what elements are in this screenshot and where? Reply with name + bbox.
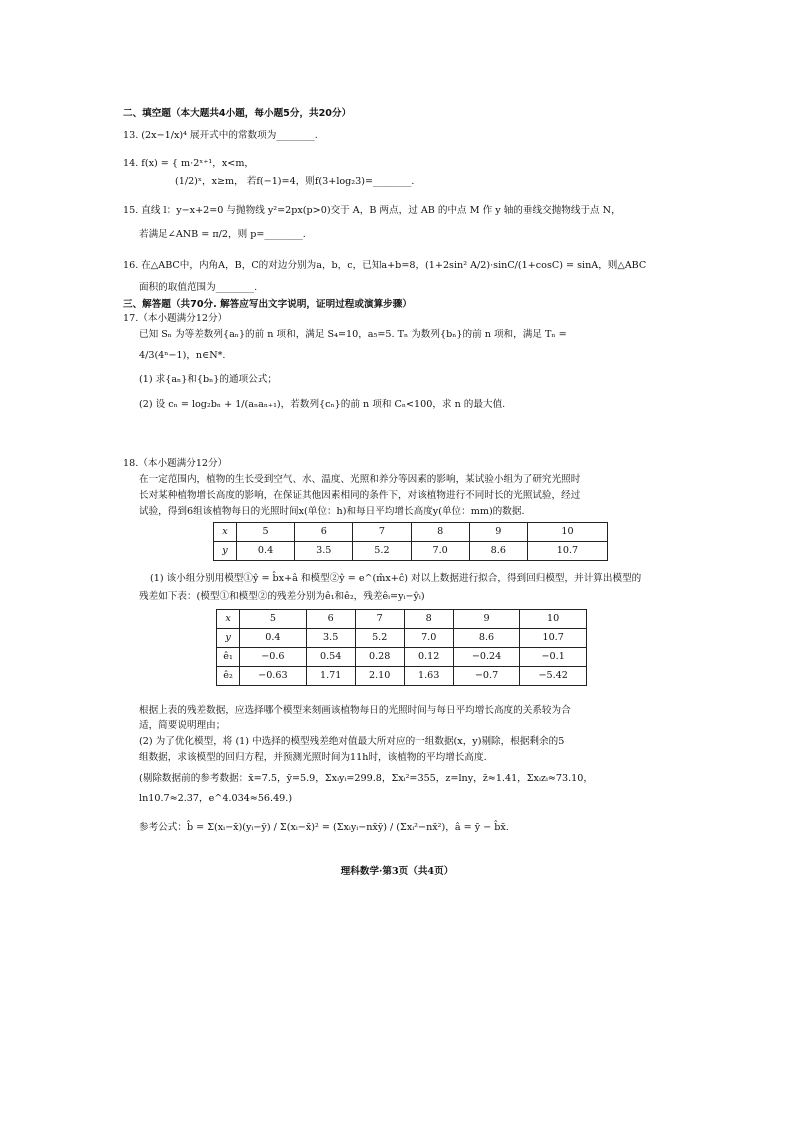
- table-cell: −0.7: [453, 667, 520, 686]
- question-18-part2-line1: (2) 为了优化模型，将 (1) 中选择的模型残差绝对值最大所对应的一组数据(x，y)剔除，根据剩余的5: [139, 736, 565, 747]
- table-row: [217, 648, 587, 667]
- question-17-line1: 已知 Sₙ 为等差数列{aₙ}的前 n 项和，满足 S₄=10，a₅=5. Tₙ 为数列{bₙ}的前 n 项和，满足 Tₙ =: [139, 329, 567, 340]
- table-cell: 10.7: [520, 629, 587, 648]
- question-14-line1: 14. f(x) = { m·2ˣ⁺¹，x<m，: [123, 158, 255, 169]
- table-row: [214, 523, 608, 542]
- table-cell: 7.0: [411, 542, 469, 561]
- table-cell: 0.4: [240, 629, 307, 648]
- question-13: 13. (2x−1/x)⁴ 展开式中的常数项为________.: [123, 130, 318, 141]
- table-cell: −5.42: [520, 667, 587, 686]
- table-cell: 3.5: [295, 542, 353, 561]
- table-cell: 3.5: [306, 629, 355, 648]
- table-cell: 1.63: [404, 667, 453, 686]
- table-row: [217, 667, 587, 686]
- question-15-line1: 15. 直线 l：y−x+2=0 与抛物线 y²=2px(p>0)交于 A，B 两点，过 AB 的中点 M 作 y 轴的垂线交抛物线于点 N，: [123, 205, 621, 216]
- question-16-line1: 16. 在△ABC中，内角A，B，C的对边分别为a，b，c，已知a+b=8，(1+2sin² A/2)·sinC/(1+cosC) = sinA，则△ABC: [123, 260, 647, 271]
- table-row: [214, 542, 608, 561]
- reference-data-line1: (剔除数据前的参考数据：x̄=7.5，ȳ=5.9，Σxᵢyᵢ=299.8，Σxᵢ²=355，z=lny，z̄≈1.41，Σxᵢzᵢ≈73.10，: [139, 773, 593, 784]
- question-18-line3: 试验，得到6组该植物每日的光照时间x(单位：h)和每日平均增长高度y(单位：mm)的数据.: [139, 506, 525, 517]
- table-cell: 7: [353, 523, 411, 542]
- table-cell: 5.2: [355, 629, 404, 648]
- table-cell: 5: [240, 610, 307, 629]
- table-cell: 8: [404, 610, 453, 629]
- table-cell: 1.71: [306, 667, 355, 686]
- question-18-heading: 18.（本小题满分12分）: [123, 458, 228, 469]
- table-cell: −0.24: [453, 648, 520, 667]
- question-18-part1-line2: 残差如下表：(模型①和模型②的残差分别为ê₁和ê₂，残差êᵢ=yᵢ−ŷᵢ): [139, 591, 425, 602]
- question-18-after-line1: 根据上表的残差数据，应选择哪个模型来刻画该植物每日的光照时间与每日平均增长高度的关系较为合: [139, 705, 571, 716]
- question-17-part1: (1) 求{aₙ}和{bₙ}的通项公式；: [139, 374, 277, 385]
- table-cell: 0.28: [355, 648, 404, 667]
- table-cell: −0.6: [240, 648, 307, 667]
- table-cell: 2.10: [355, 667, 404, 686]
- formula-text: b̂ = Σ(xᵢ−x̄)(yᵢ−ȳ) / Σ(xᵢ−x̄)² = (Σxᵢyᵢ−nx̄ȳ) / (Σxᵢ²−nx̄²)，â = ȳ − b̂x̄.: [186, 822, 509, 833]
- question-18-part1-line1: (1) 该小组分别用模型①ŷ = b̂x+â 和模型②ŷ = e^(m̂x+ĉ) 对以上数据进行拟合，得到回归模型，并计算出模型的: [150, 573, 642, 584]
- table-cell: 5.2: [353, 542, 411, 561]
- table-cell: 6: [295, 523, 353, 542]
- question-18-line2: 长对某种植物增长高度的影响，在保证其他因素相同的条件下，对该植物进行不同时长的光照试验，经过: [139, 490, 581, 501]
- residual-table: [216, 609, 587, 686]
- table-cell: 10: [520, 610, 587, 629]
- question-14-line2: (1/2)ˣ，x≥m， 若f(−1)=4，则f(3+log₂3)=________.: [175, 176, 415, 187]
- question-15-line2: 若满足∠ANB = π/2，则 p=________.: [139, 229, 306, 240]
- table-cell: 6: [306, 610, 355, 629]
- table-cell: 0.4: [236, 542, 294, 561]
- data-table-1: [213, 522, 608, 561]
- table-cell: 8.6: [469, 542, 527, 561]
- reference-formula: [139, 822, 509, 835]
- question-17-heading: 17.（本小题满分12分）: [123, 313, 228, 324]
- reference-data-line2: ln10.7≈2.37，e^4.034≈56.49.): [139, 793, 293, 804]
- table-cell: 8.6: [453, 629, 520, 648]
- table-cell: ê₂: [217, 667, 240, 686]
- table-cell: 5: [236, 523, 294, 542]
- table-cell: 7.0: [404, 629, 453, 648]
- table-cell: 8: [411, 523, 469, 542]
- table-cell: 9: [469, 523, 527, 542]
- table-cell: −0.63: [240, 667, 307, 686]
- table-cell: 0.54: [306, 648, 355, 667]
- table-cell: y: [214, 542, 237, 561]
- table-cell: 7: [355, 610, 404, 629]
- page-footer: 理科数学·第3页（共4页）: [340, 866, 454, 877]
- table-cell: −0.1: [520, 648, 587, 667]
- question-17-line2: 4/3(4ⁿ−1)，n∈N*.: [139, 350, 226, 361]
- table-cell: y: [217, 629, 240, 648]
- table-cell: x: [217, 610, 240, 629]
- table-cell: x: [214, 523, 237, 542]
- section-2-heading: 二、填空题（本大题共4小题，每小题5分，共20分）: [123, 108, 352, 119]
- formula-label: 参考公式：: [139, 822, 187, 833]
- table-cell: 0.12: [404, 648, 453, 667]
- question-17-part2: (2) 设 cₙ = log₂bₙ + 1/(aₙaₙ₊₁)，若数列{cₙ}的前 n 项和 Cₙ<100，求 n 的最大值.: [139, 399, 506, 410]
- table-cell: 10: [527, 523, 607, 542]
- question-18-line1: 在一定范围内，植物的生长受到空气、水、温度、光照和养分等因素的影响，某试验小组为了研究光照时: [139, 474, 581, 485]
- section-3-heading: 三、解答题（共70分. 解答应写出文字说明，证明过程或演算步骤）: [123, 299, 412, 310]
- question-18-after-line2: 适，简要说明理由；: [139, 720, 226, 731]
- table-row: [217, 629, 587, 648]
- table-cell: 9: [453, 610, 520, 629]
- table-cell: ê₁: [217, 648, 240, 667]
- question-16-line2: 面积的取值范围为________.: [139, 282, 258, 293]
- question-18-part2-line2: 组数据，求该模型的回归方程，并预测光照时间为11h时，该植物的平均增长高度.: [139, 752, 487, 763]
- table-row: [217, 610, 587, 629]
- table-cell: 10.7: [527, 542, 607, 561]
